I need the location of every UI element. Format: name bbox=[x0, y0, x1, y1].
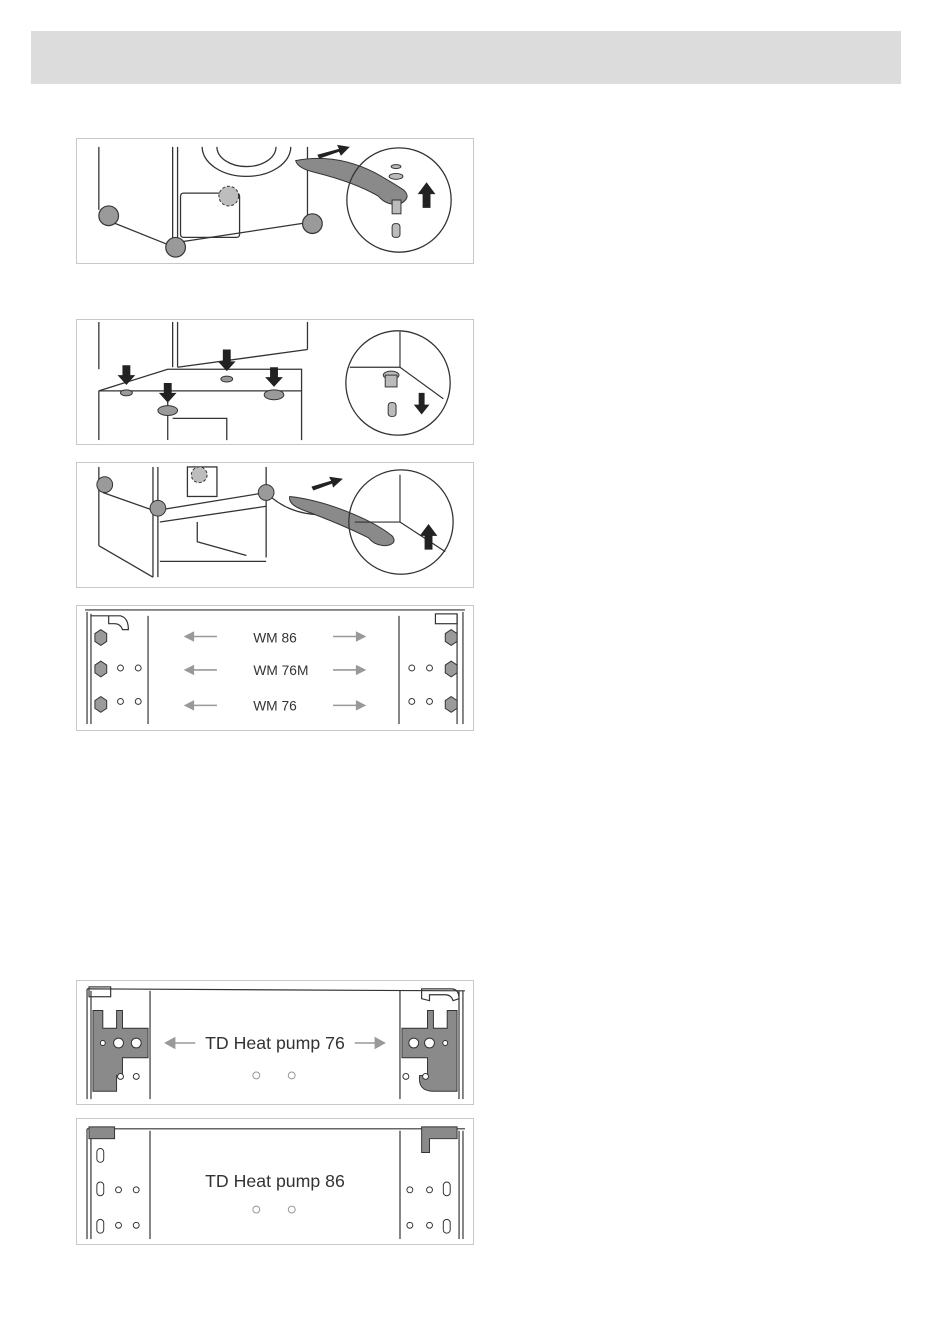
place-feet-illustration bbox=[77, 320, 473, 444]
foot-left bbox=[99, 206, 119, 226]
detail-circle bbox=[346, 331, 450, 435]
td-heat-pump-76-illustration bbox=[77, 981, 473, 1104]
foot-front bbox=[166, 237, 186, 257]
mount-base-illustration bbox=[77, 463, 473, 587]
foot-hidden bbox=[191, 467, 207, 483]
foot-front bbox=[150, 500, 166, 516]
wrench-icon bbox=[290, 496, 395, 545]
figure-place-feet bbox=[76, 319, 474, 445]
foot-hidden bbox=[219, 186, 239, 206]
foot-right bbox=[303, 214, 323, 234]
label-wm-76m: WM 76M bbox=[253, 662, 309, 678]
center-holes bbox=[253, 1206, 295, 1213]
arrow-push-icon bbox=[317, 145, 349, 159]
arrow-up-icon bbox=[418, 182, 436, 208]
label-wm-86: WM 86 bbox=[253, 630, 297, 646]
clip-right bbox=[422, 1127, 457, 1153]
label-wm-76: WM 76 bbox=[253, 698, 297, 714]
arrow-down-icon bbox=[414, 393, 430, 415]
figure-td-heat-pump-76 bbox=[76, 980, 474, 1105]
arrow-down-icons bbox=[118, 350, 283, 403]
figure-remove-feet bbox=[76, 138, 474, 264]
label-td-heat-pump-76: TD Heat pump 76 bbox=[205, 1032, 345, 1053]
bracket-right bbox=[402, 1011, 457, 1092]
remove-feet-illustration bbox=[77, 139, 473, 263]
label-td-heat-pump-86: TD Heat pump 86 bbox=[205, 1170, 345, 1191]
figure-wm-positions bbox=[76, 605, 474, 731]
foot-right bbox=[258, 485, 274, 501]
foot-left bbox=[97, 477, 113, 493]
wrench-icon bbox=[296, 158, 407, 204]
figure-td-heat-pump-86 bbox=[76, 1118, 474, 1245]
center-holes bbox=[253, 1072, 295, 1079]
td-heat-pump-86-illustration bbox=[77, 1119, 473, 1244]
figure-mount-base bbox=[76, 462, 474, 588]
clip-left bbox=[89, 1127, 115, 1139]
arrow-push-icon bbox=[311, 477, 342, 491]
wm-positions-illustration bbox=[77, 606, 473, 730]
header-bar bbox=[31, 31, 901, 84]
